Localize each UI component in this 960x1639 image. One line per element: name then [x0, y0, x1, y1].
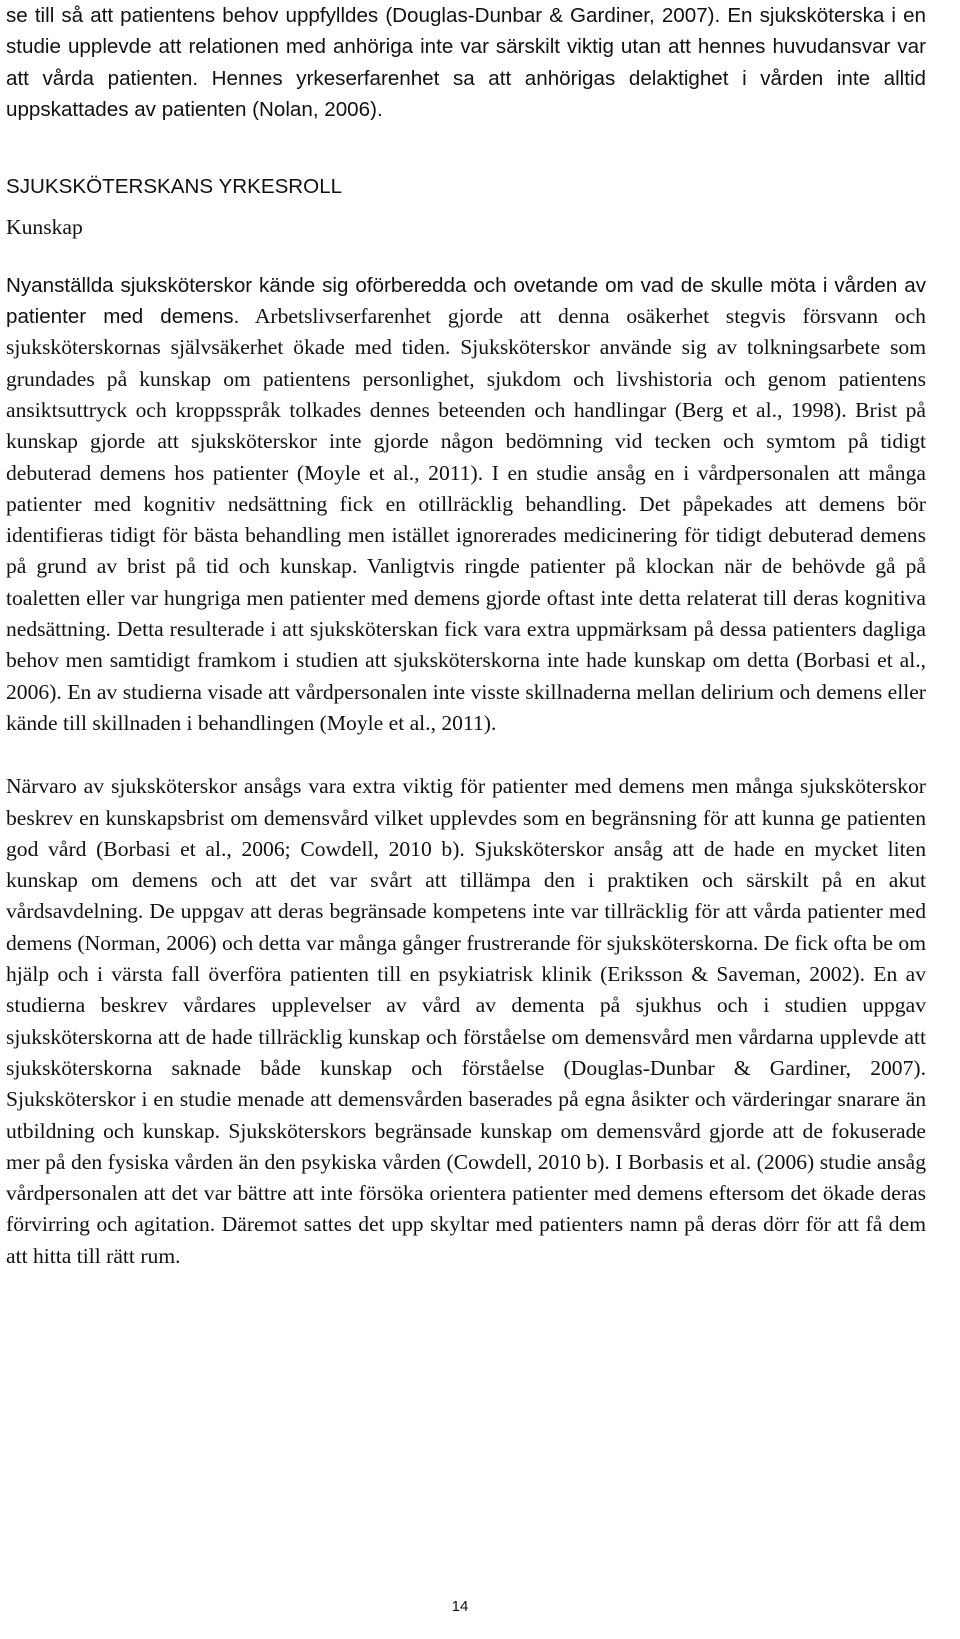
subheading-kunskap: Kunskap — [6, 215, 83, 240]
knowledge-paragraph-2: Närvaro av sjuksköterskor ansågs vara extra viktig för patienter med demens men många sjuksköterskor beskrev en kunskapsbrist om demensvård vilket upplevdes som en begränsning för att kunna ge patienten god vård (Borbasi et al., 2006; Cowdell, 2010 b). Sjuksköterskor ansåg att de hade en mycket liten kunskap om demens och att det var svårt att tillämpa den i praktiken och särskilt på en akut vårdsavdelning. De uppgav att deras begränsade kompetens inte var tillräcklig för att vårda patienter med demens (Norman, 2006) och detta var många gånger frustrerande för sjuksköterskorna. De fick ofta be om hjälp och i värsta fall överföra patienten till en psykiatrisk klinik (Eriksson & Saveman, 2002). En av studierna beskrev vårdares upplevelser av vård av dementa på sjukhus och i studien uppgav sjuksköterskorna att de hade tillräcklig kunskap och förståelse om demensvård men vårdarna upplevde att sjuksköterskorna saknade både kunskap och förståelse (Douglas-Dunbar & Gardiner, 2007). Sjuksköterskor i en studie menade att demensvården baserades på egna åsikter och värderingar snarare än utbildning och kunskap. Sjuksköterskors begränsade kunskap om demensvård gjorde att de fokuserade mer på den fysiska vården än den psykiska vården (Cowdell, 2010 b). I Borbasis et al. (2006) studie ansåg vårdpersonalen att det var bättre att inte försöka orientera patienter med demens eftersom det ökade deras förvirring och agitation. Däremot sattes det upp skyltar med patienters namn på deras dörr för att få dem att hitta till rätt rum. — [6, 774, 926, 1268]
section-heading: SJUKSKÖTERSKANS YRKESROLL — [6, 175, 343, 199]
intro-paragraph: se till så att patientens behov uppfylldes (Douglas-Dunbar & Gardiner, 2007). En sjuksköterska i en studie upplevde att relationen med anhöriga inte var särskilt viktig utan att hennes huvudansvar var att vårda patienten. Hennes yrkeserfarenhet sa att anhörigas delaktighet i vården inte alltid uppskattades av patienten (Nolan, 2006). — [6, 4, 926, 121]
page-number: 14 — [451, 1598, 469, 1615]
knowledge-paragraph-1-serif-part: Arbetslivserfarenhet gjorde att denna osäkerhet stegvis försvann och sjuksköterskornas självsäkerhet ökade med tiden. Sjuksköterskor använde sig av tolkningsarbete som grundades på kunskap om patientens personlighet, sjukdom och livshistoria och genom patientens ansiktsuttryck och kroppsspråk tolkades dennes beteenden och handlingar (Berg et al., 1998). Brist på kunskap gjorde att sjuksköterskor inte gjorde någon bedömning vid tecken och symtom på tidigt debuterad demens hos patienter (Moyle et al., 2011). I en studie ansåg en i vårdpersonalen att många patienter med kognitiv nedsättning fick en otillräcklig behandling. Det påpekades att demens bör identifieras tidigt för bästa behandling men istället ignorerades medicinering för tidigt debuterad demens på grund av brist på tid och kunskap. Vanligtvis ringde patienter på klockan när de behövde gå på toaletten eller var hungriga men patienter med demens gjorde oftast inte detta relaterat till deras kognitiva nedsättning. Detta resulterade i att sjuksköterskan fick vara extra uppmärksam på dessa patienters dagliga behov men samtidigt framkom i studien att sjuksköterskorna inte hade kunskap om detta (Borbasi et al., 2006). En av studierna visade att vårdpersonalen inte visste skillnaderna mellan delirium och demens eller kände till skillnaden i behandlingen (Moyle et al., 2011). — [6, 304, 926, 735]
document-page — [6, 0, 926, 1272]
knowledge-paragraph-1-sans-part: Nyanställda sjuksköterskor kände sig oförberedda och ovetande om vad de skulle möta i vården av patienter med demens. — [6, 273, 926, 329]
knowledge-paragraph-1 — [6, 270, 926, 739]
